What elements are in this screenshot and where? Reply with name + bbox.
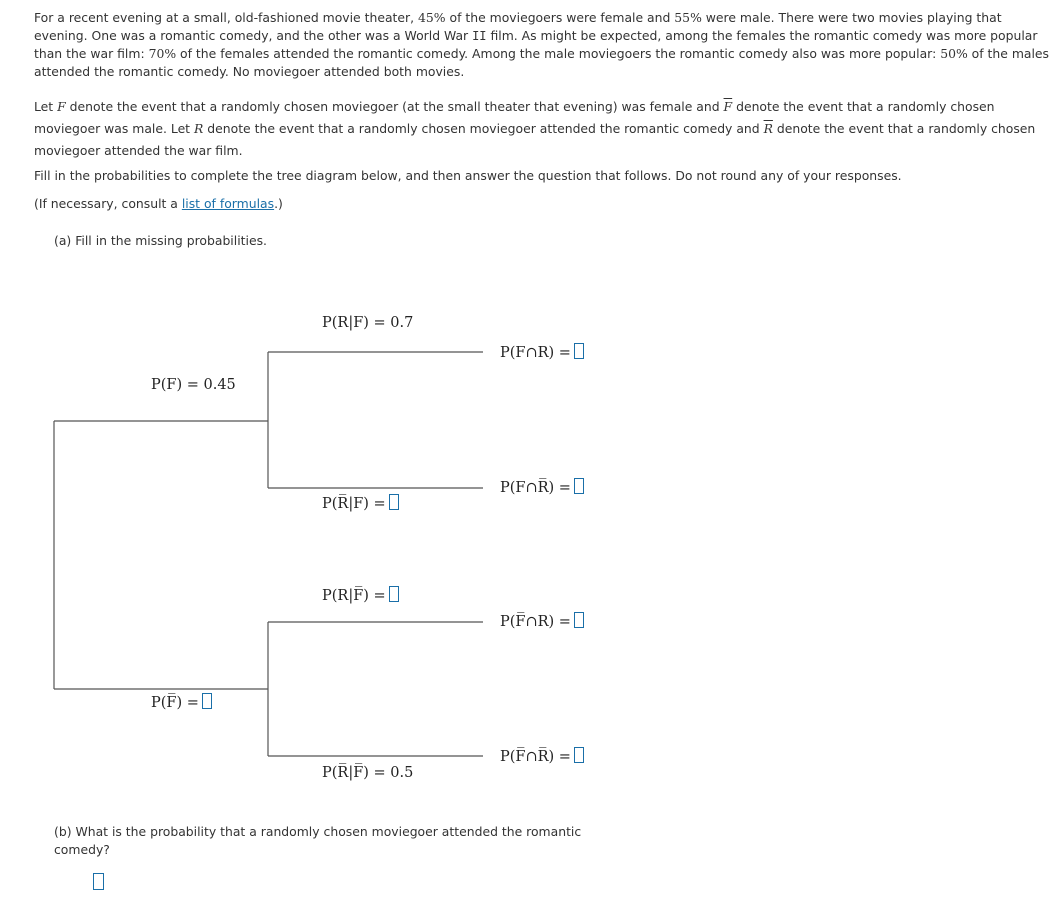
label-p-f: P(F) = 0.45	[151, 377, 236, 393]
label-p-rbar-given-fbar: P(R̅|F̅) = 0.5	[322, 765, 414, 781]
formulas-note: (If necessary, consult a list of formulas.)	[34, 196, 283, 211]
answer-box-p-r-given-fbar[interactable]	[389, 586, 399, 602]
answer-box-p-f-and-rbar[interactable]	[574, 478, 584, 494]
answer-box-p-fbar-and-rbar[interactable]	[574, 747, 584, 763]
answer-box-p-f-and-r[interactable]	[574, 343, 584, 359]
label-p-fbar-and-r: P(F̅∩R) =	[500, 612, 584, 630]
label-p-fbar-and-rbar: P(F̅∩R̅) =	[500, 747, 584, 765]
answer-box-p-fbar-and-r[interactable]	[574, 612, 584, 628]
label-p-f-and-rbar: P(F∩R̅) =	[500, 478, 584, 496]
label-p-fbar: P(F̅) =	[151, 693, 212, 711]
part-b-question: (b) What is the probability that a randomly chosen moviegoer attended the romantic comedy?	[54, 824, 582, 857]
answer-box-p-rbar-given-f[interactable]	[389, 494, 399, 510]
label-p-rbar-given-f: P(R̅|F) =	[322, 494, 399, 512]
list-of-formulas-link[interactable]: list of formulas	[181, 196, 275, 211]
instructions: Fill in the probabilities to complete the tree diagram below, and then answer the question that follows. Do not round any of your responses.	[34, 168, 902, 183]
answer-box-part-b[interactable]	[93, 873, 104, 890]
problem-paragraph-2: Let F denote the event that a randomly chosen moviegoer (at the small theater that evening) was female and $\overline{F}$ denote the event that a randomly chosen moviegoer was male. Let R denote the event that a randomly chosen moviegoer attended the romantic comedy and $\overline{R}$ denote the event that a randomly chosen moviegoer attended the war film.	[34, 99, 1036, 158]
part-a-heading: (a) Fill in the missing probabilities.	[54, 233, 267, 248]
label-p-f-and-r: P(F∩R) =	[500, 343, 584, 361]
answer-box-p-fbar[interactable]	[202, 693, 212, 709]
label-p-r-given-f: P(R|F) = 0.7	[322, 315, 414, 331]
problem-paragraph-1: For a recent evening at a small, old-fashioned movie theater, 45% of the moviegoers were female and 55% were male. There were two movies playing that evening. One was a romantic comedy, and the other was a World War II film. As might be expected, among the females the romantic comedy was more popular than the war film: 70% of the females attended the romantic comedy. Among the male moviegoers the romantic comedy also was more popular: 50% of the males attended the romantic comedy. No moviegoer attended both movies.	[34, 10, 1050, 79]
label-p-r-given-fbar: P(R|F̅) =	[322, 586, 399, 604]
